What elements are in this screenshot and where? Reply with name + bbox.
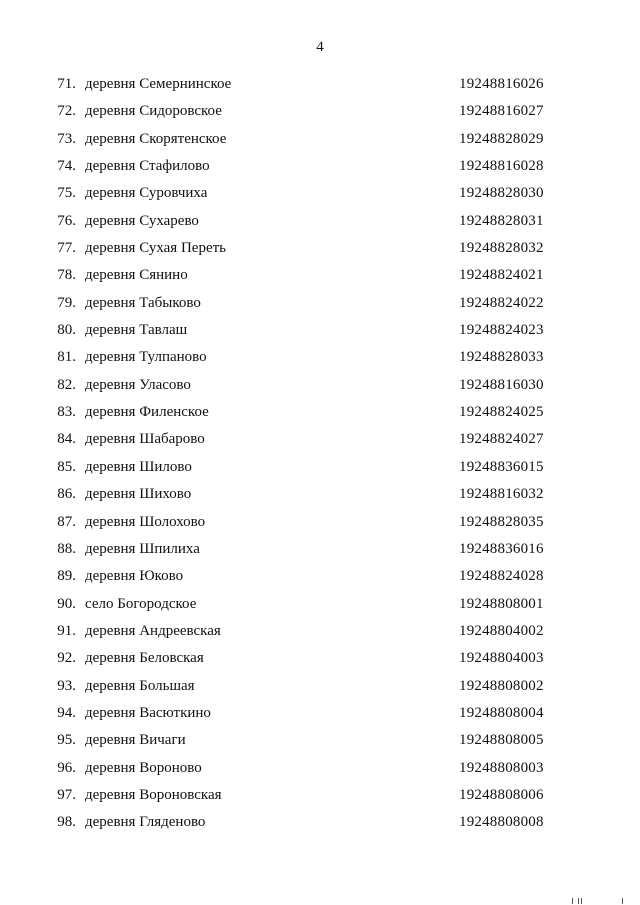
oktmo-code: 19248808005 — [459, 732, 544, 749]
oktmo-code: 19248836015 — [459, 458, 544, 475]
list-item — [0, 290, 640, 317]
list-item — [0, 618, 640, 645]
settlement-name: деревня Сянино — [85, 267, 188, 284]
oktmo-code: 19248816028 — [459, 158, 544, 175]
page-number: 4 — [316, 39, 324, 55]
list-item — [0, 563, 640, 590]
row-number: 81. — [57, 349, 76, 366]
row-number: 82. — [57, 376, 76, 393]
settlement-name: деревня Гляденово — [85, 814, 206, 831]
list-item — [0, 399, 640, 426]
oktmo-code: 19248828031 — [459, 212, 544, 229]
list-item — [0, 809, 640, 836]
row-number: 90. — [57, 595, 76, 612]
list-item — [0, 235, 640, 262]
list-item — [0, 454, 640, 481]
settlement-name: село Богородское — [85, 595, 197, 612]
oktmo-code: 19248816026 — [459, 76, 544, 92]
oktmo-code: 19248816027 — [459, 103, 544, 120]
settlement-name: деревня Юково — [85, 568, 184, 585]
list-item — [0, 481, 640, 508]
row-number: 71. — [57, 76, 76, 92]
settlement-name: деревня Андреевская — [85, 622, 221, 639]
list-item — [0, 208, 640, 235]
oktmo-code: 19248824025 — [459, 404, 544, 421]
row-number: 80. — [57, 322, 76, 339]
list-item — [0, 426, 640, 453]
row-number: 73. — [57, 130, 76, 147]
settlement-name: деревня Стафилово — [85, 158, 210, 175]
oktmo-code: 19248828029 — [459, 130, 544, 147]
oktmo-code: 19248808001 — [459, 595, 544, 612]
list-item — [0, 98, 640, 125]
oktmo-code: 19248816032 — [459, 486, 544, 503]
row-number: 72. — [57, 103, 76, 120]
list-item — [0, 645, 640, 672]
list-item — [0, 509, 640, 536]
oktmo-code: 19248828030 — [459, 185, 544, 202]
settlement-name: деревня Филенское — [85, 404, 209, 421]
row-number: 85. — [57, 458, 76, 475]
list-item — [0, 591, 640, 618]
oktmo-code: 19248824027 — [459, 431, 544, 448]
settlement-name: деревня Вичаги — [85, 732, 186, 749]
oktmo-code: 19248824022 — [459, 294, 544, 311]
row-number: 95. — [57, 732, 76, 749]
oktmo-code: 19248804002 — [459, 622, 544, 639]
settlement-name: деревня Шилово — [85, 458, 192, 475]
row-number: 78. — [57, 267, 76, 284]
row-number: 76. — [57, 212, 76, 229]
settlement-name: деревня Сухарево — [85, 212, 199, 229]
list-item — [0, 755, 640, 782]
row-number: 93. — [57, 677, 76, 694]
oktmo-code: 19248828033 — [459, 349, 544, 366]
settlement-name: деревня Шабарово — [85, 431, 205, 448]
oktmo-code: 19248808002 — [459, 677, 544, 694]
oktmo-code: 19248828032 — [459, 240, 544, 257]
list-item — [0, 126, 640, 153]
settlement-name: деревня Вороново — [85, 759, 202, 776]
settlement-list — [0, 71, 640, 837]
list-item — [0, 727, 640, 754]
row-number: 96. — [57, 759, 76, 776]
row-number: 92. — [57, 650, 76, 667]
settlement-name: деревня Шпилиха — [85, 540, 200, 557]
oktmo-code: 19248824021 — [459, 267, 544, 284]
list-item — [0, 782, 640, 809]
row-number: 86. — [57, 486, 76, 503]
settlement-name: деревня Суровчиха — [85, 185, 208, 202]
settlement-name: деревня Уласово — [85, 376, 191, 393]
settlement-name: деревня Вороновская — [85, 786, 222, 803]
list-item — [0, 262, 640, 289]
list-item — [0, 700, 640, 727]
scan-mark — [581, 898, 582, 904]
list-item — [0, 317, 640, 344]
oktmo-code: 19248808003 — [459, 759, 544, 776]
oktmo-code: 19248824028 — [459, 568, 544, 585]
oktmo-code: 19248808006 — [459, 786, 544, 803]
settlement-name: деревня Шихово — [85, 486, 192, 503]
oktmo-code: 19248816030 — [459, 376, 544, 393]
list-item — [0, 673, 640, 700]
row-number: 98. — [57, 814, 76, 831]
settlement-name: деревня Шолохово — [85, 513, 206, 530]
list-item — [0, 536, 640, 563]
row-number: 75. — [57, 185, 76, 202]
scan-mark — [578, 898, 579, 904]
settlement-name: деревня Тавлаш — [85, 322, 188, 339]
scan-mark — [572, 898, 573, 904]
list-item — [0, 180, 640, 207]
oktmo-code: 19248804003 — [459, 650, 544, 667]
row-number: 89. — [57, 568, 76, 585]
list-item — [0, 372, 640, 399]
settlement-name: деревня Сухая Переть — [85, 240, 226, 257]
list-item — [0, 71, 640, 98]
row-number: 97. — [57, 786, 76, 803]
row-number: 94. — [57, 704, 76, 721]
scan-mark — [622, 898, 623, 904]
row-number: 84. — [57, 431, 76, 448]
list-item — [0, 153, 640, 180]
settlement-name: деревня Большая — [85, 677, 195, 694]
settlement-name: деревня Скорятенское — [85, 130, 227, 147]
row-number: 77. — [57, 240, 76, 257]
row-number: 83. — [57, 404, 76, 421]
row-number: 88. — [57, 540, 76, 557]
settlement-name: деревня Беловская — [85, 650, 204, 667]
settlement-name: деревня Табыково — [85, 294, 201, 311]
oktmo-code: 19248808008 — [459, 814, 544, 831]
list-item — [0, 344, 640, 371]
row-number: 87. — [57, 513, 76, 530]
settlement-name: деревня Тулпаново — [85, 349, 207, 366]
settlement-name: деревня Васюткино — [85, 704, 211, 721]
row-number: 91. — [57, 622, 76, 639]
settlement-name: деревня Сидоровское — [85, 103, 222, 120]
row-number: 79. — [57, 294, 76, 311]
oktmo-code: 19248808004 — [459, 704, 544, 721]
settlement-name: деревня Семернинское — [85, 76, 232, 92]
row-number: 74. — [57, 158, 76, 175]
oktmo-code: 19248836016 — [459, 540, 544, 557]
oktmo-code: 19248828035 — [459, 513, 544, 530]
oktmo-code: 19248824023 — [459, 322, 544, 339]
